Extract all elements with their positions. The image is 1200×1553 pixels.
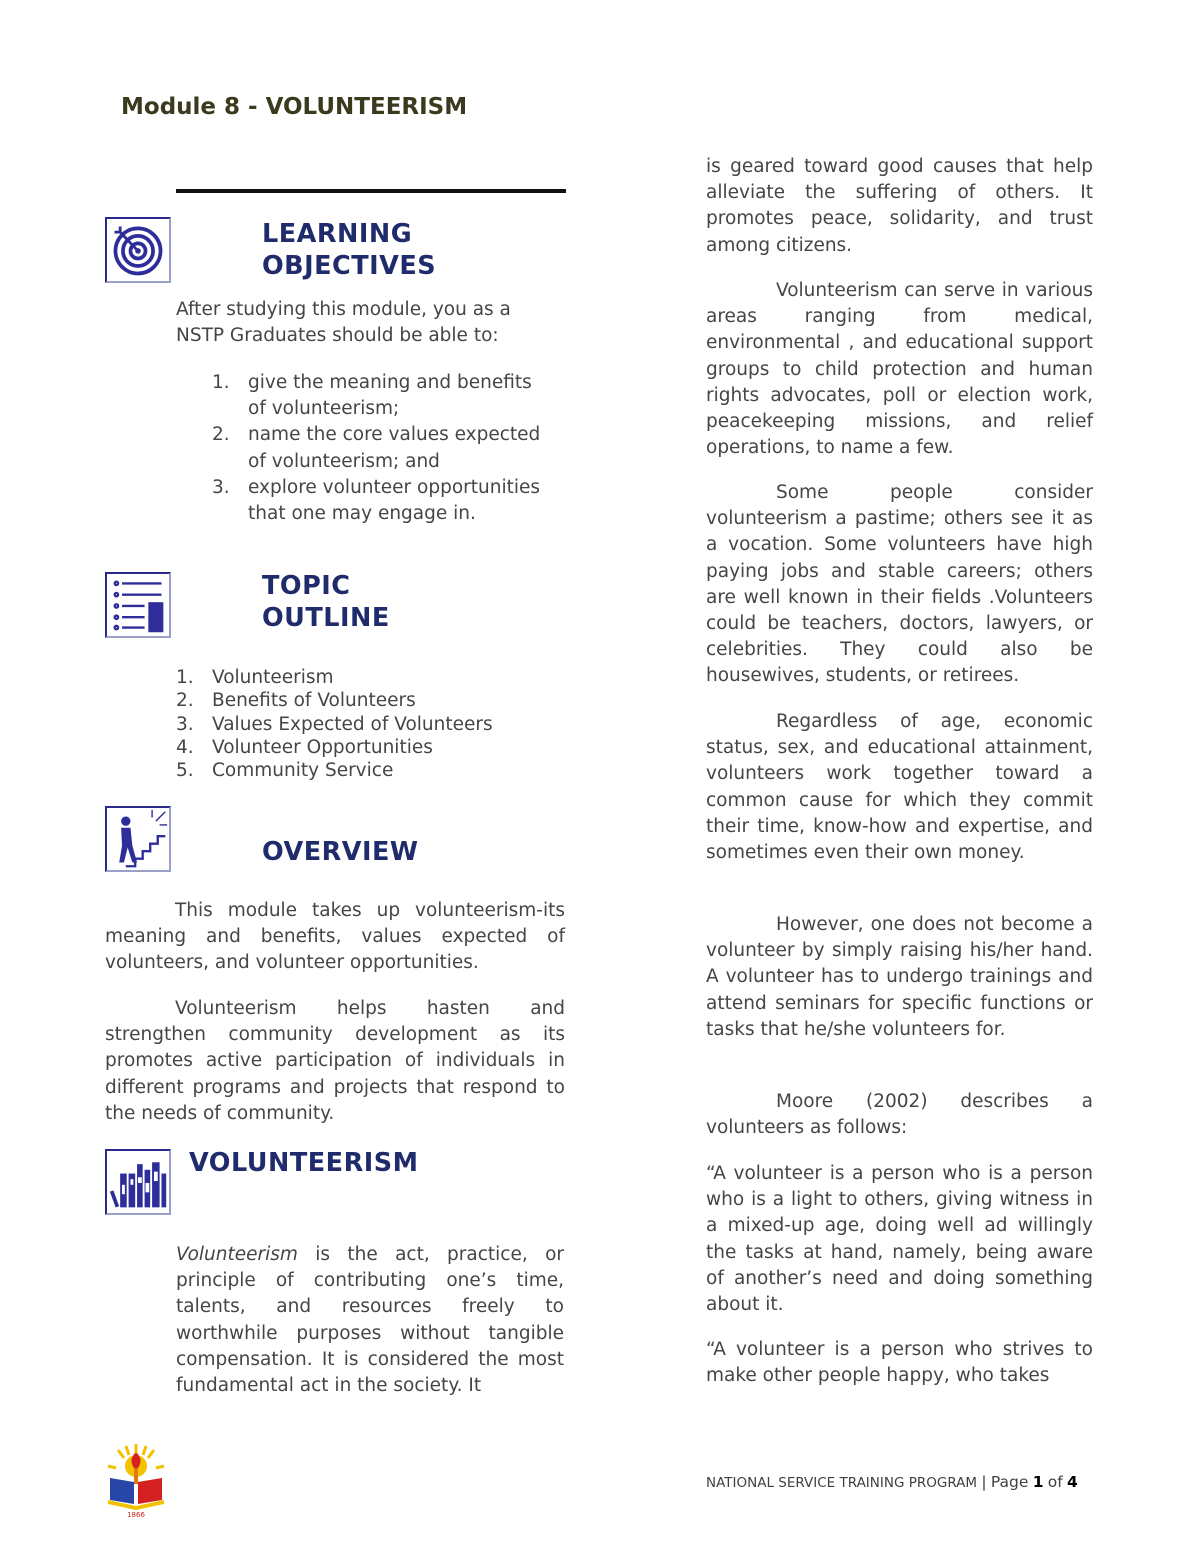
volunteerism-heading: VOLUNTEERISM bbox=[189, 1148, 419, 1178]
right-paragraph-4: Regardless of age, economic status, sex, and educational attainment, volunteers work together toward a common cause for which they commit their time, know-how and expertise, and sometimes even their own money. bbox=[706, 711, 1093, 864]
of-label: of bbox=[1047, 1473, 1063, 1491]
section-divider bbox=[176, 189, 566, 193]
right-paragraph-5: However, one does not become a volunteer by simply raising his/her hand. A volunteer has to undergo trainings and attend seminars for specific functions or tasks that he/she volunteers for. bbox=[706, 914, 1093, 1040]
list-item: 3. explore volunteer opportunities that one may engage in. bbox=[212, 476, 541, 525]
program-name: NATIONAL SERVICE TRAINING PROGRAM bbox=[706, 1475, 978, 1491]
outline-list-icon bbox=[105, 572, 171, 638]
page-number: 1 bbox=[1032, 1473, 1044, 1491]
list-item: 5. Community Service bbox=[176, 760, 394, 782]
overview-paragraph-1: This module takes up volunteerism-its meaning and benefits, values expected of volunteers, and volunteer opportunities. bbox=[105, 900, 565, 974]
volunteerism-definition: Volunteerism is the act, practice, or principle of contributing one’s time, talents, and resources freely to worthwhile purposes without tangible compensation. It is considered the most fundamental act in the society. It bbox=[176, 1244, 564, 1397]
objectives-list bbox=[212, 370, 592, 527]
list-item: 4. Volunteer Opportunities bbox=[176, 736, 433, 758]
stairs-climber-icon bbox=[105, 806, 171, 872]
list-item: 1. Volunteerism bbox=[176, 667, 334, 688]
page-footer bbox=[706, 1473, 1078, 1491]
topic-outline-list bbox=[176, 666, 576, 782]
right-paragraph-2: Volunteerism can serve in various areas ranging from medical, environmental , and educational support groups to child protection and human rights advocates, poll or election work, peacekeeping missions, and relief operations, to name a few. bbox=[706, 280, 1093, 459]
topic-outline-heading: TOPIC OUTLINE bbox=[262, 571, 390, 633]
page-total: 4 bbox=[1067, 1473, 1078, 1491]
module-title: Module 8 - VOLUNTEERISM bbox=[121, 94, 468, 120]
list-item: 2. name the core values expected of volunteerism; and bbox=[212, 424, 541, 472]
books-icon bbox=[105, 1149, 171, 1215]
overview-paragraph-2: Volunteerism helps hasten and strengthen community development as its promotes active participation of individuals in different programs and projects that respond to the needs of community. bbox=[105, 998, 565, 1124]
quote-2: “A volunteer is a person who strives to make other people happy, who takes bbox=[706, 1339, 1093, 1387]
list-item: 3. Values Expected of Volunteers bbox=[176, 713, 493, 735]
target-icon bbox=[105, 217, 171, 283]
list-item: 1. give the meaning and benefits of volunteerism; bbox=[212, 372, 532, 420]
right-paragraph-6: Moore (2002) describes a volunteers as follows: bbox=[706, 1091, 1093, 1139]
right-paragraph-3: Some people consider volunteerism a pastime; others see it as a vocation. Some volunteers have high paying jobs and stable careers; others are well known in their fields .Volunteers could be teachers, doctors, lawyers, or celebrities. They could also be housewives, students, or retirees. bbox=[706, 482, 1093, 687]
list-item: 2. Benefits of Volunteers bbox=[176, 690, 416, 712]
objectives-intro: After studying this module, you as a NSTP Graduates should be able to: bbox=[176, 299, 511, 347]
logo-year: 1866 bbox=[127, 1511, 145, 1518]
footer-separator: | bbox=[981, 1473, 987, 1491]
page-label: Page bbox=[990, 1473, 1029, 1491]
quote-1: “A volunteer is a person who is a person who is a light to others, giving witness in a mixed-up age, doing well ad willingly the tasks at hand, namely, being aware of another’s need and doing something about it. bbox=[706, 1163, 1093, 1316]
logo bbox=[104, 1442, 168, 1518]
learning-objectives-heading: LEARNING OBJECTIVES bbox=[262, 219, 437, 281]
right-paragraph-1: is geared toward good causes that help alleviate the suffering of others. It promotes peace, solidarity, and trust among citizens. bbox=[706, 156, 1093, 256]
overview-heading: OVERVIEW bbox=[262, 837, 419, 867]
